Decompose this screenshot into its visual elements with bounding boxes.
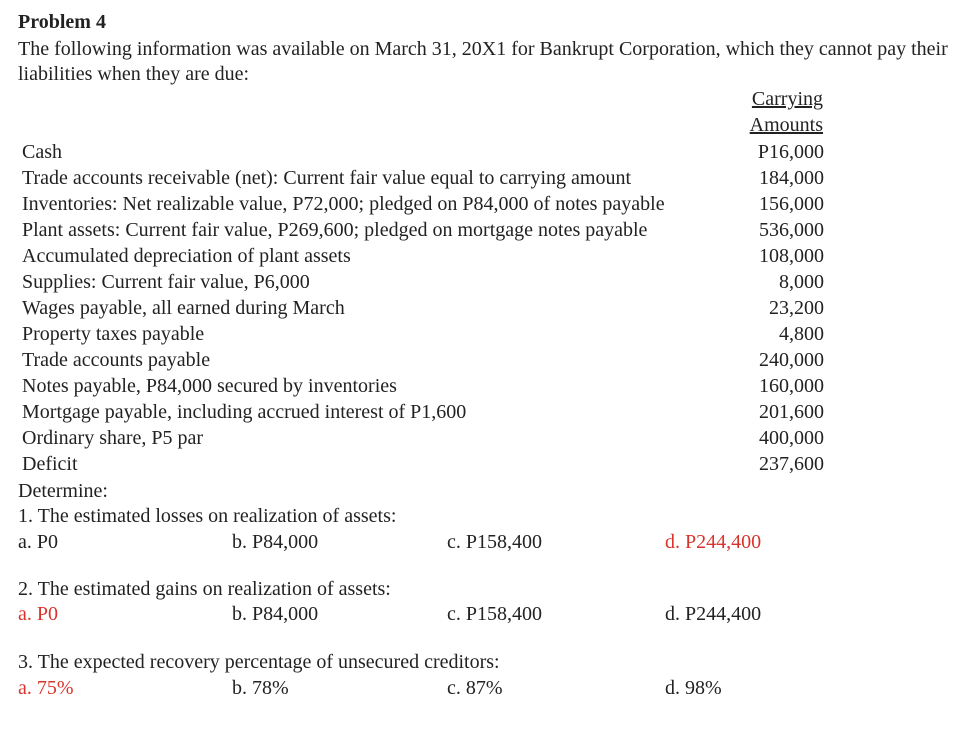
- item-amount: 108,000: [759, 245, 824, 267]
- determine-heading: Determine:: [18, 480, 108, 502]
- item-label: Wages payable, all earned during March: [22, 297, 345, 319]
- item-label: Deficit: [22, 453, 78, 475]
- item-label: Plant assets: Current fair value, P269,600; pledged on mortgage notes payable: [22, 219, 648, 241]
- option-a: a. P0: [18, 531, 58, 553]
- item-label: Supplies: Current fair value, P6,000: [22, 271, 310, 293]
- problem-title: Problem 4: [18, 11, 106, 33]
- item-amount: 240,000: [759, 349, 824, 371]
- item-label: Cash: [22, 141, 62, 163]
- option-b: b. 78%: [232, 677, 289, 699]
- item-label: Inventories: Net realizable value, P72,000; pledged on P84,000 of notes payable: [22, 193, 665, 215]
- item-label: Mortgage payable, including accrued interest of P1,600: [22, 401, 467, 423]
- item-label: Ordinary share, P5 par: [22, 427, 204, 449]
- question-text: 3. The expected recovery percentage of unsecured creditors:: [18, 651, 500, 673]
- item-label: Accumulated depreciation of plant assets: [22, 245, 351, 267]
- option-b: b. P84,000: [232, 603, 319, 625]
- option-c: c. 87%: [447, 677, 503, 699]
- option-c: c. P158,400: [447, 603, 542, 625]
- item-amount: 201,600: [759, 401, 824, 423]
- item-amount: 8,000: [779, 271, 824, 293]
- option-d: d. 98%: [665, 677, 722, 699]
- item-amount: 536,000: [759, 219, 824, 241]
- item-amount: 23,200: [769, 297, 824, 319]
- question-text: 1. The estimated losses on realization of assets:: [18, 505, 397, 527]
- option-a: a. P0: [18, 603, 58, 625]
- option-c: c. P158,400: [447, 531, 542, 553]
- option-d: d. P244,400: [665, 603, 762, 625]
- item-label: Property taxes payable: [22, 323, 205, 345]
- item-amount: 400,000: [759, 427, 824, 449]
- item-amount: 237,600: [759, 453, 824, 475]
- item-amount: 156,000: [759, 193, 824, 215]
- question-text: 2. The estimated gains on realization of assets:: [18, 578, 391, 600]
- item-amount: 184,000: [759, 167, 824, 189]
- problem-intro: The following information was available on March 31, 20X1 for Bankrupt Corporation, which they cannot pay their liabilities when they are due:: [18, 38, 948, 85]
- item-amount: P16,000: [757, 141, 824, 163]
- option-d: d. P244,400: [665, 531, 762, 553]
- item-label: Notes payable, P84,000 secured by inventories: [22, 375, 397, 397]
- carrying-header-line2: Amounts: [749, 114, 823, 136]
- item-label: Trade accounts receivable (net): Current fair value equal to carrying amount: [22, 167, 632, 189]
- option-a: a. 75%: [18, 677, 74, 699]
- carrying-header-line1: Carrying: [751, 88, 823, 110]
- item-amount: 160,000: [759, 375, 824, 397]
- item-label: Trade accounts payable: [22, 349, 211, 371]
- item-amount: 4,800: [779, 323, 824, 345]
- option-b: b. P84,000: [232, 531, 319, 553]
